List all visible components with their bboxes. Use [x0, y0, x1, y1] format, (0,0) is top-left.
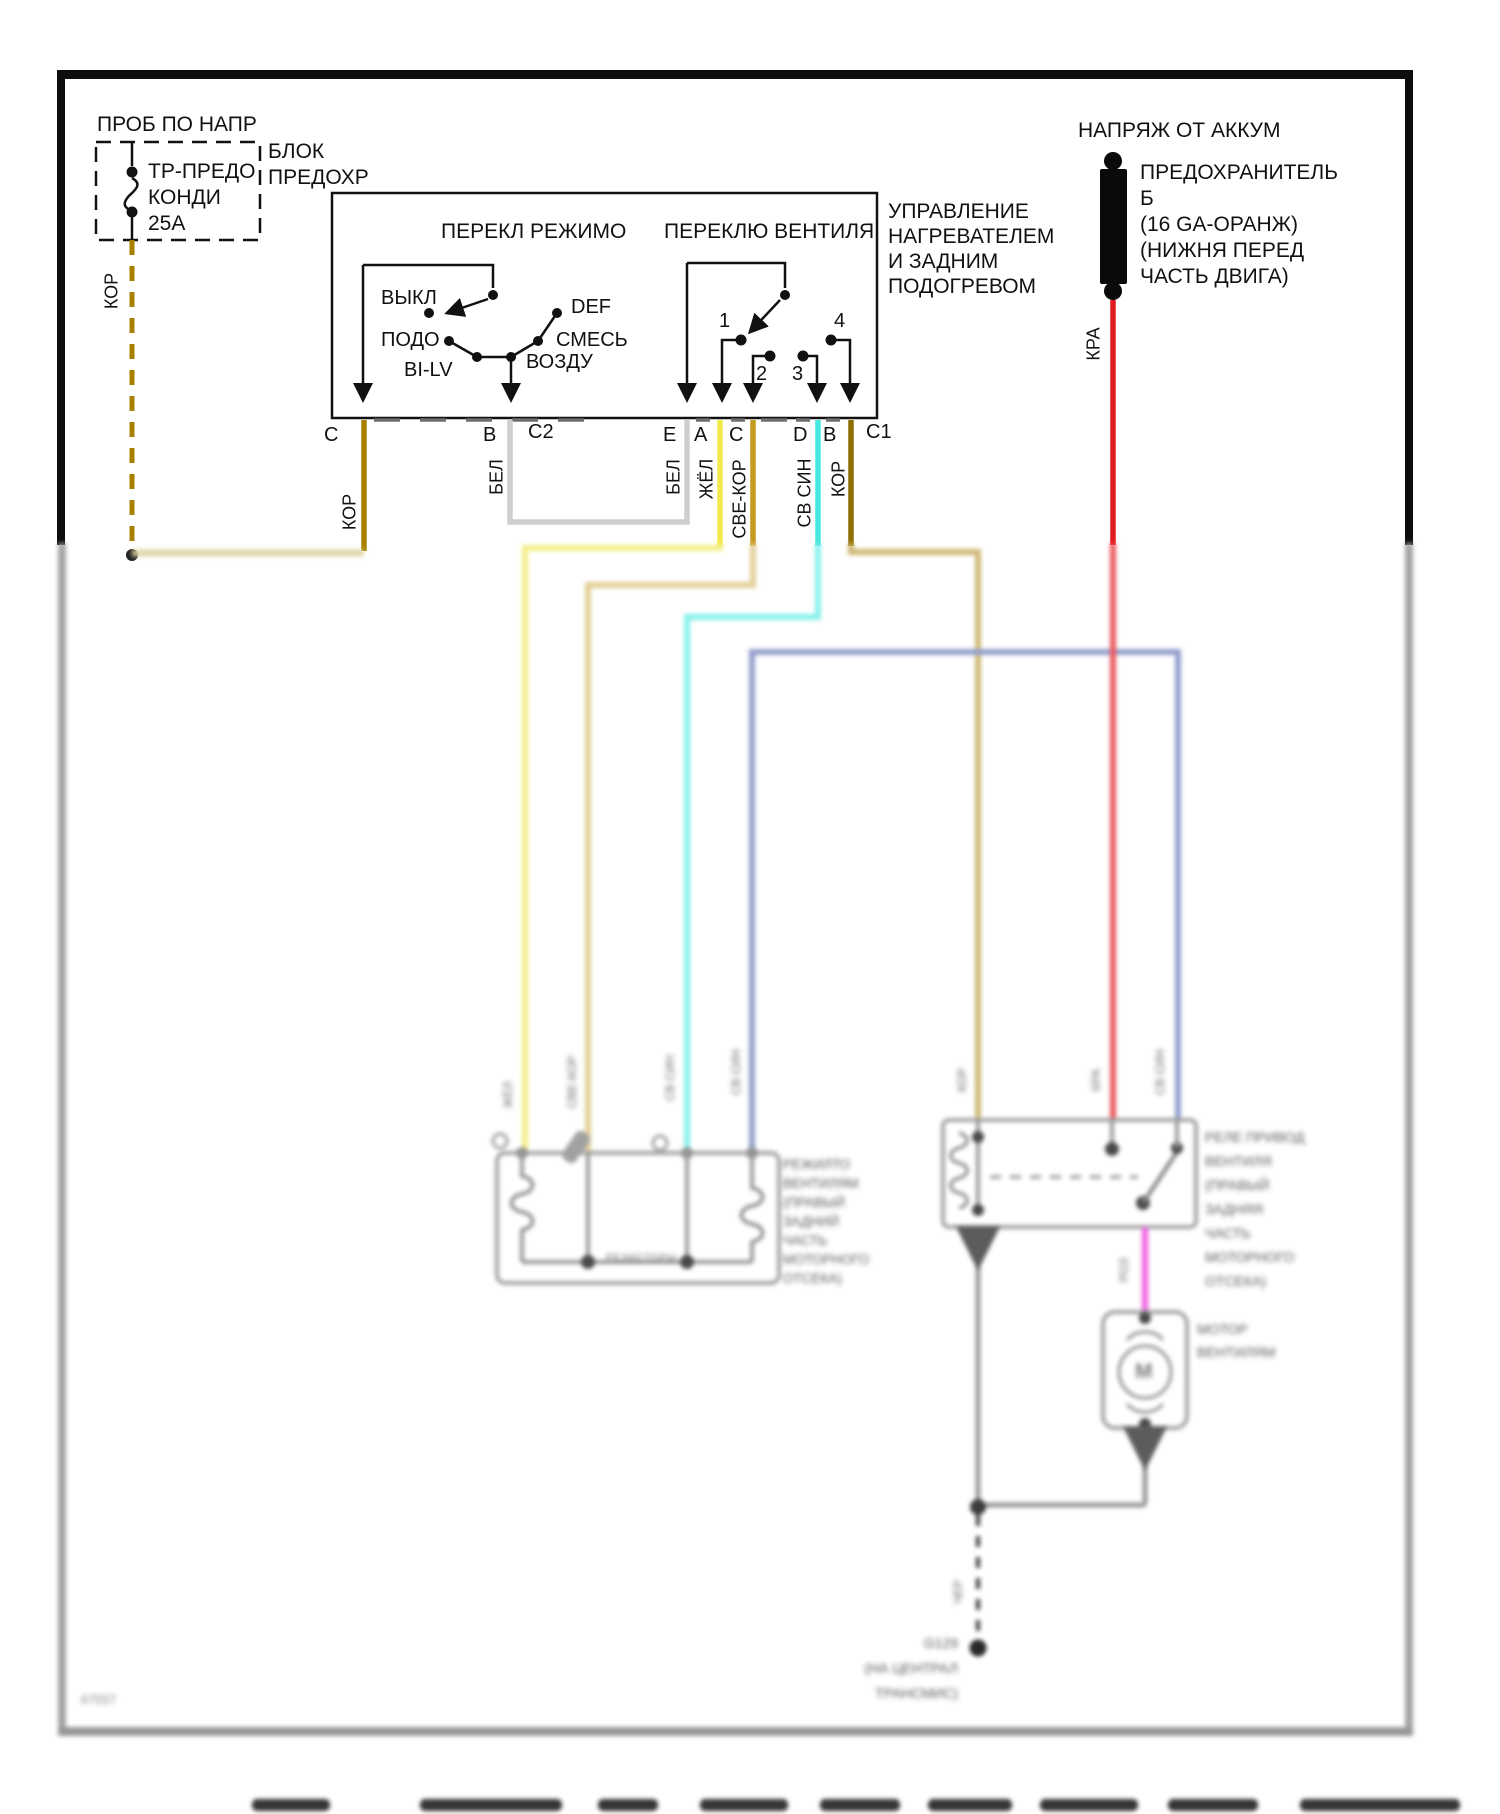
wire-label-cher: ЧЕР	[951, 1579, 965, 1605]
fuse-b-label-3: (16 GA-ОРАНЖ)	[1140, 213, 1299, 236]
relay-common-pin	[1105, 1142, 1119, 1156]
pin-e: E	[663, 424, 677, 446]
resistor-note-4: ЗАДНИЙ	[783, 1214, 839, 1229]
wire-label-sv-sin: СВ СИН	[794, 458, 815, 528]
pin-c-left: C	[324, 424, 339, 446]
wire-label-kor-c: КОР	[339, 493, 360, 531]
resistor-note-6: МОТОРНОГО	[783, 1252, 870, 1267]
wire-label-kra: КРА	[1083, 327, 1104, 361]
motor-note-1: МОТОР	[1197, 1321, 1248, 1337]
pin-a: A	[694, 424, 708, 446]
fuse-b-label-4: (НИЖНЯ ПЕРЕД	[1140, 239, 1305, 262]
bottom-strip-blobs	[252, 1799, 1460, 1811]
wire-zhel-run	[525, 543, 720, 1152]
mode-off-label: ВЫКЛ	[381, 287, 437, 309]
fan-pos-4-label: 4	[834, 310, 846, 332]
wire-label-sve-kor: СВЕ-КОР	[729, 459, 750, 539]
switch-note-1: УПРАВЛЕНИЕ	[888, 200, 1029, 223]
mode-bilevel-label: BI-LV	[404, 359, 453, 381]
fuse-block-name-1: БЛОК	[268, 140, 325, 163]
resistor-note-3: (ПРАВЫЙ	[783, 1195, 845, 1210]
resistor-note-1: РЕЖИЛТО	[783, 1157, 851, 1172]
wire-kor-run	[851, 543, 978, 1120]
resistor-coil-right	[742, 1153, 763, 1262]
relay-switch-arm	[1143, 1152, 1177, 1203]
wire-label-sv-sin-lower: СВ СИН	[663, 1055, 677, 1101]
resistor-coil-left	[512, 1153, 533, 1262]
relay-note-7: ОТСЕКА)	[1205, 1273, 1267, 1289]
wire-label-kor-relay: КОР	[955, 1067, 969, 1093]
relay-note-2: ВЕНТИЛЯ	[1205, 1153, 1272, 1169]
motor-note-2: ВЕНТИЛЯМ	[1197, 1344, 1276, 1360]
resistor-note-7: ОТСЕКА)	[783, 1271, 842, 1286]
wire-label-zhel: ЖЁЛ	[696, 458, 717, 500]
pin-b-right: B	[823, 424, 837, 446]
pin-b-left: B	[483, 424, 497, 446]
fan-pos-3-label: 3	[792, 363, 804, 385]
pin-c-right: C	[729, 424, 744, 446]
ground-label-2: (НА ЦЕНТРАЛ	[864, 1660, 958, 1676]
motor-symbol: M	[1135, 1360, 1153, 1383]
switch-note-2: НАГРЕВАТЕЛЕМ	[888, 225, 1055, 248]
wire-label-bel-right: БЕЛ	[663, 459, 684, 495]
fuse-b-label-2: Б	[1140, 187, 1154, 210]
relay-note-4: ЗАДНЯЯ	[1205, 1201, 1264, 1217]
mode-switch-title: ПЕРЕКЛ РЕЖИМО	[441, 220, 627, 243]
fan-switch-title: ПЕРЕКЛЮ ВЕНТИЛЯ	[664, 220, 875, 243]
mode-vent-label: ВОЗДУ	[526, 351, 593, 373]
mode-heat-label: ПОДО	[381, 329, 440, 351]
fuse-label-1: ТР-ПРЕДО	[148, 160, 256, 183]
mode-mix-label: СМЕСЬ	[556, 329, 628, 351]
relay-note-5: ЧАСТЬ	[1205, 1225, 1251, 1241]
resistor-note-5: ЧАСТЬ	[783, 1233, 828, 1248]
relay-note-6: МОТОРНОГО	[1205, 1249, 1295, 1265]
fan-pos-1-label: 1	[719, 310, 731, 332]
wire-label-kra-relay: КРА	[1089, 1068, 1103, 1092]
wire-label-zhel-lower: ЖЁЛ	[501, 1081, 515, 1109]
wire-label-sv-sin-relay: СВ СИН	[1153, 1049, 1167, 1095]
wire-label-kor-fuse: КОР	[101, 272, 122, 310]
relay-note-3: (ПРАВЫЙ	[1205, 1177, 1270, 1193]
mode-def-label: DEF	[571, 296, 611, 318]
connector-c1-label: C1	[866, 421, 892, 443]
page-footer-number: 47557	[80, 1692, 117, 1707]
switch-note-3: И ЗАДНИМ	[888, 250, 999, 273]
wire-label-sve-kor-lower: СВЕ-КОР	[565, 1055, 579, 1109]
ground-label-1: G129	[923, 1635, 958, 1651]
fan-pos-2-label: 2	[756, 363, 768, 385]
resistor-note-2: ВЕНТИЛЯМ	[783, 1176, 859, 1191]
wire-label-bel-left: БЕЛ	[486, 459, 507, 495]
fuse-block-name-2: ПРЕДОХР	[268, 166, 369, 189]
fuse-block-title: ПРОБ ПО НАПР	[97, 113, 257, 136]
fuse-b-label-1: ПРЕДОХРАНИТЕЛЬ	[1140, 161, 1338, 184]
wire-label-roz: РОЗ	[1117, 1257, 1131, 1283]
ground-dot-g129	[970, 1640, 987, 1657]
wire-label-kor-b: КОР	[828, 460, 849, 498]
fuse-b-label-5: ЧАСТЬ ДВИГА)	[1140, 265, 1289, 288]
battery-feed-title: НАПРЯЖ ОТ АККУМ	[1078, 119, 1281, 142]
ground-label-3: ТРАНСМИС)	[875, 1685, 958, 1701]
fuse-label-2: КОНДИ	[148, 186, 221, 209]
connector-c2-label: C2	[528, 421, 554, 443]
fuse-label-3: 25А	[148, 212, 186, 235]
relay-note-1: РЕЛЕ ПРИВОД	[1205, 1129, 1305, 1145]
switch-note-4: ПОДОГРЕВОМ	[888, 275, 1037, 298]
wire-label-blue-lower: СВ СИН	[729, 1049, 743, 1095]
relay-coil	[951, 1133, 968, 1208]
resistor-inner-label: РЕЗИСТОРЫ	[606, 1253, 678, 1264]
pin-d: D	[793, 424, 808, 446]
